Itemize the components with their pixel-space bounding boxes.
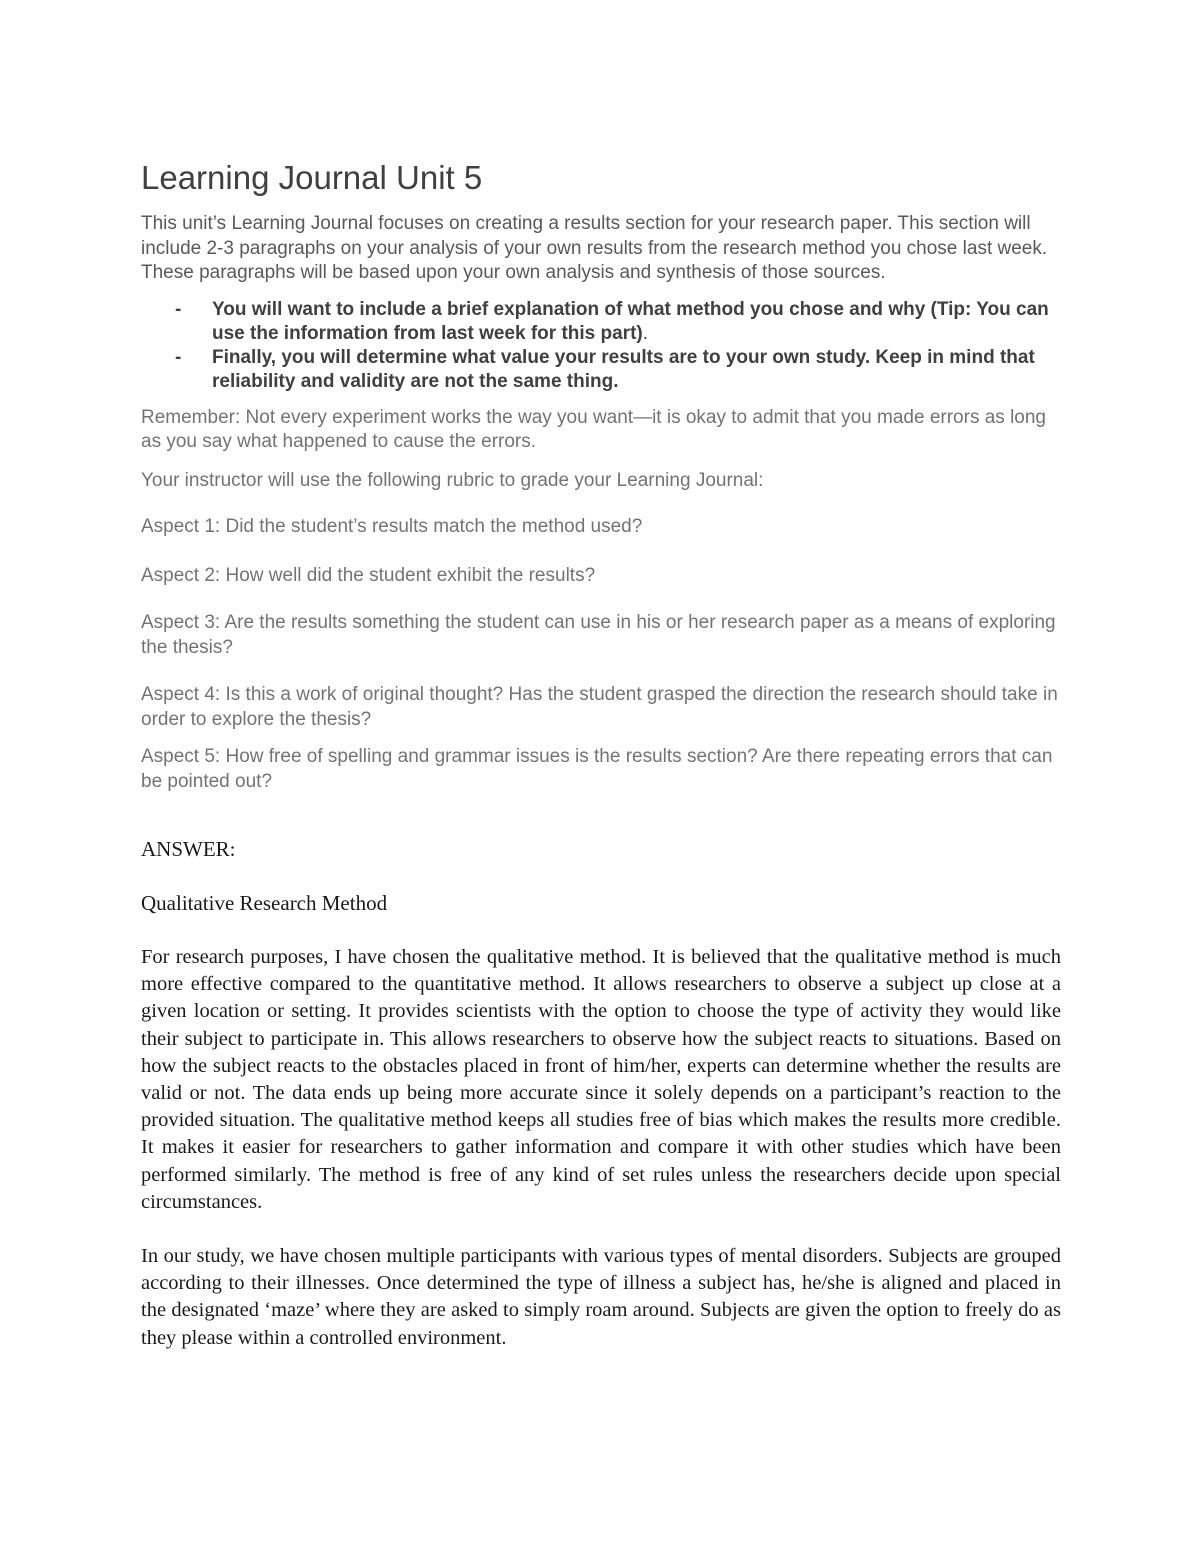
instruction-list <box>141 298 1061 394</box>
bullet-dash: - <box>175 346 182 368</box>
instruction-text: You will want to include a brief explanation of what method you chose and why (Tip: You can use the information from last week for this part) <box>212 298 1049 344</box>
instruction-item <box>141 346 1061 394</box>
bullet-dash: - <box>175 298 182 320</box>
answer-label: ANSWER: <box>141 837 236 861</box>
page-title: Learning Journal Unit 5 <box>141 159 483 196</box>
rubric-intro: Your instructor will use the following rubric to grade your Learning Journal: <box>141 469 764 491</box>
remember-paragraph: Remember: Not every experiment works the way you want—it is okay to admit that you made errors as long as you say what happened to cause the errors. <box>141 406 1046 452</box>
answer-paragraph: For research purposes, I have chosen the qualitative method. It is believed that the qualitative method is much more effective compared to the quantitative method. It allows researchers to observe a subject up close at a given location or setting. It provides scientists with the option to choose the type of activity they would like their subject to participate in. This allows researchers to observe how the subject reacts to situations. Based on how the subject reacts to the obstacles placed in front of him/her, experts can determine whether the results are valid or not. The data ends up being more accurate since it solely depends on a participant’s reaction to the provided situation. The qualitative method keeps all studies free of bias which makes the results more credible. It makes it easier for researchers to gather information and compare it with other studies which have been performed similarly. The method is free of any kind of set rules unless the researchers decide upon special circumstances. <box>141 946 1061 1213</box>
rubric-aspect: Aspect 4: Is this a work of original thought? Has the student grasped the direction the research should take in order to explore the thesis? <box>141 684 1058 730</box>
instruction-tail: . <box>642 322 649 344</box>
instruction-item <box>141 298 1061 346</box>
answer-heading: Qualitative Research Method <box>141 891 388 915</box>
answer-paragraph: In our study, we have chosen multiple participants with various types of mental disorders. Subjects are grouped according to their illnesses. Once determined the type of illness a subject has, he/she is aligned and placed in the designated ‘maze’ where they are asked to simply roam around. Subjects are given the option to freely do as they please within a controlled environment. <box>141 1245 1061 1349</box>
rubric-aspect: Aspect 3: Are the results something the student can use in his or her research paper as a means of exploring the thesis? <box>141 612 1056 658</box>
intro-paragraph: This unit’s Learning Journal focuses on creating a results section for your research paper. This section will include 2-3 paragraphs on your analysis of your own results from the research method you chose last week. These paragraphs will be based upon your own analysis and synthesis of those sources. <box>141 213 1048 283</box>
rubric-aspect: Aspect 5: How free of spelling and grammar issues is the results section? Are there repeating errors that can be pointed out? <box>141 746 1053 792</box>
document-content <box>141 158 1061 1352</box>
rubric-aspect: Aspect 2: How well did the student exhibit the results? <box>141 564 596 586</box>
instruction-text: Finally, you will determine what value your results are to your own study. Keep in mind that reliability and validity are not the same thing. <box>212 346 1035 392</box>
rubric-aspect: Aspect 1: Did the student’s results match the method used? <box>141 516 643 537</box>
